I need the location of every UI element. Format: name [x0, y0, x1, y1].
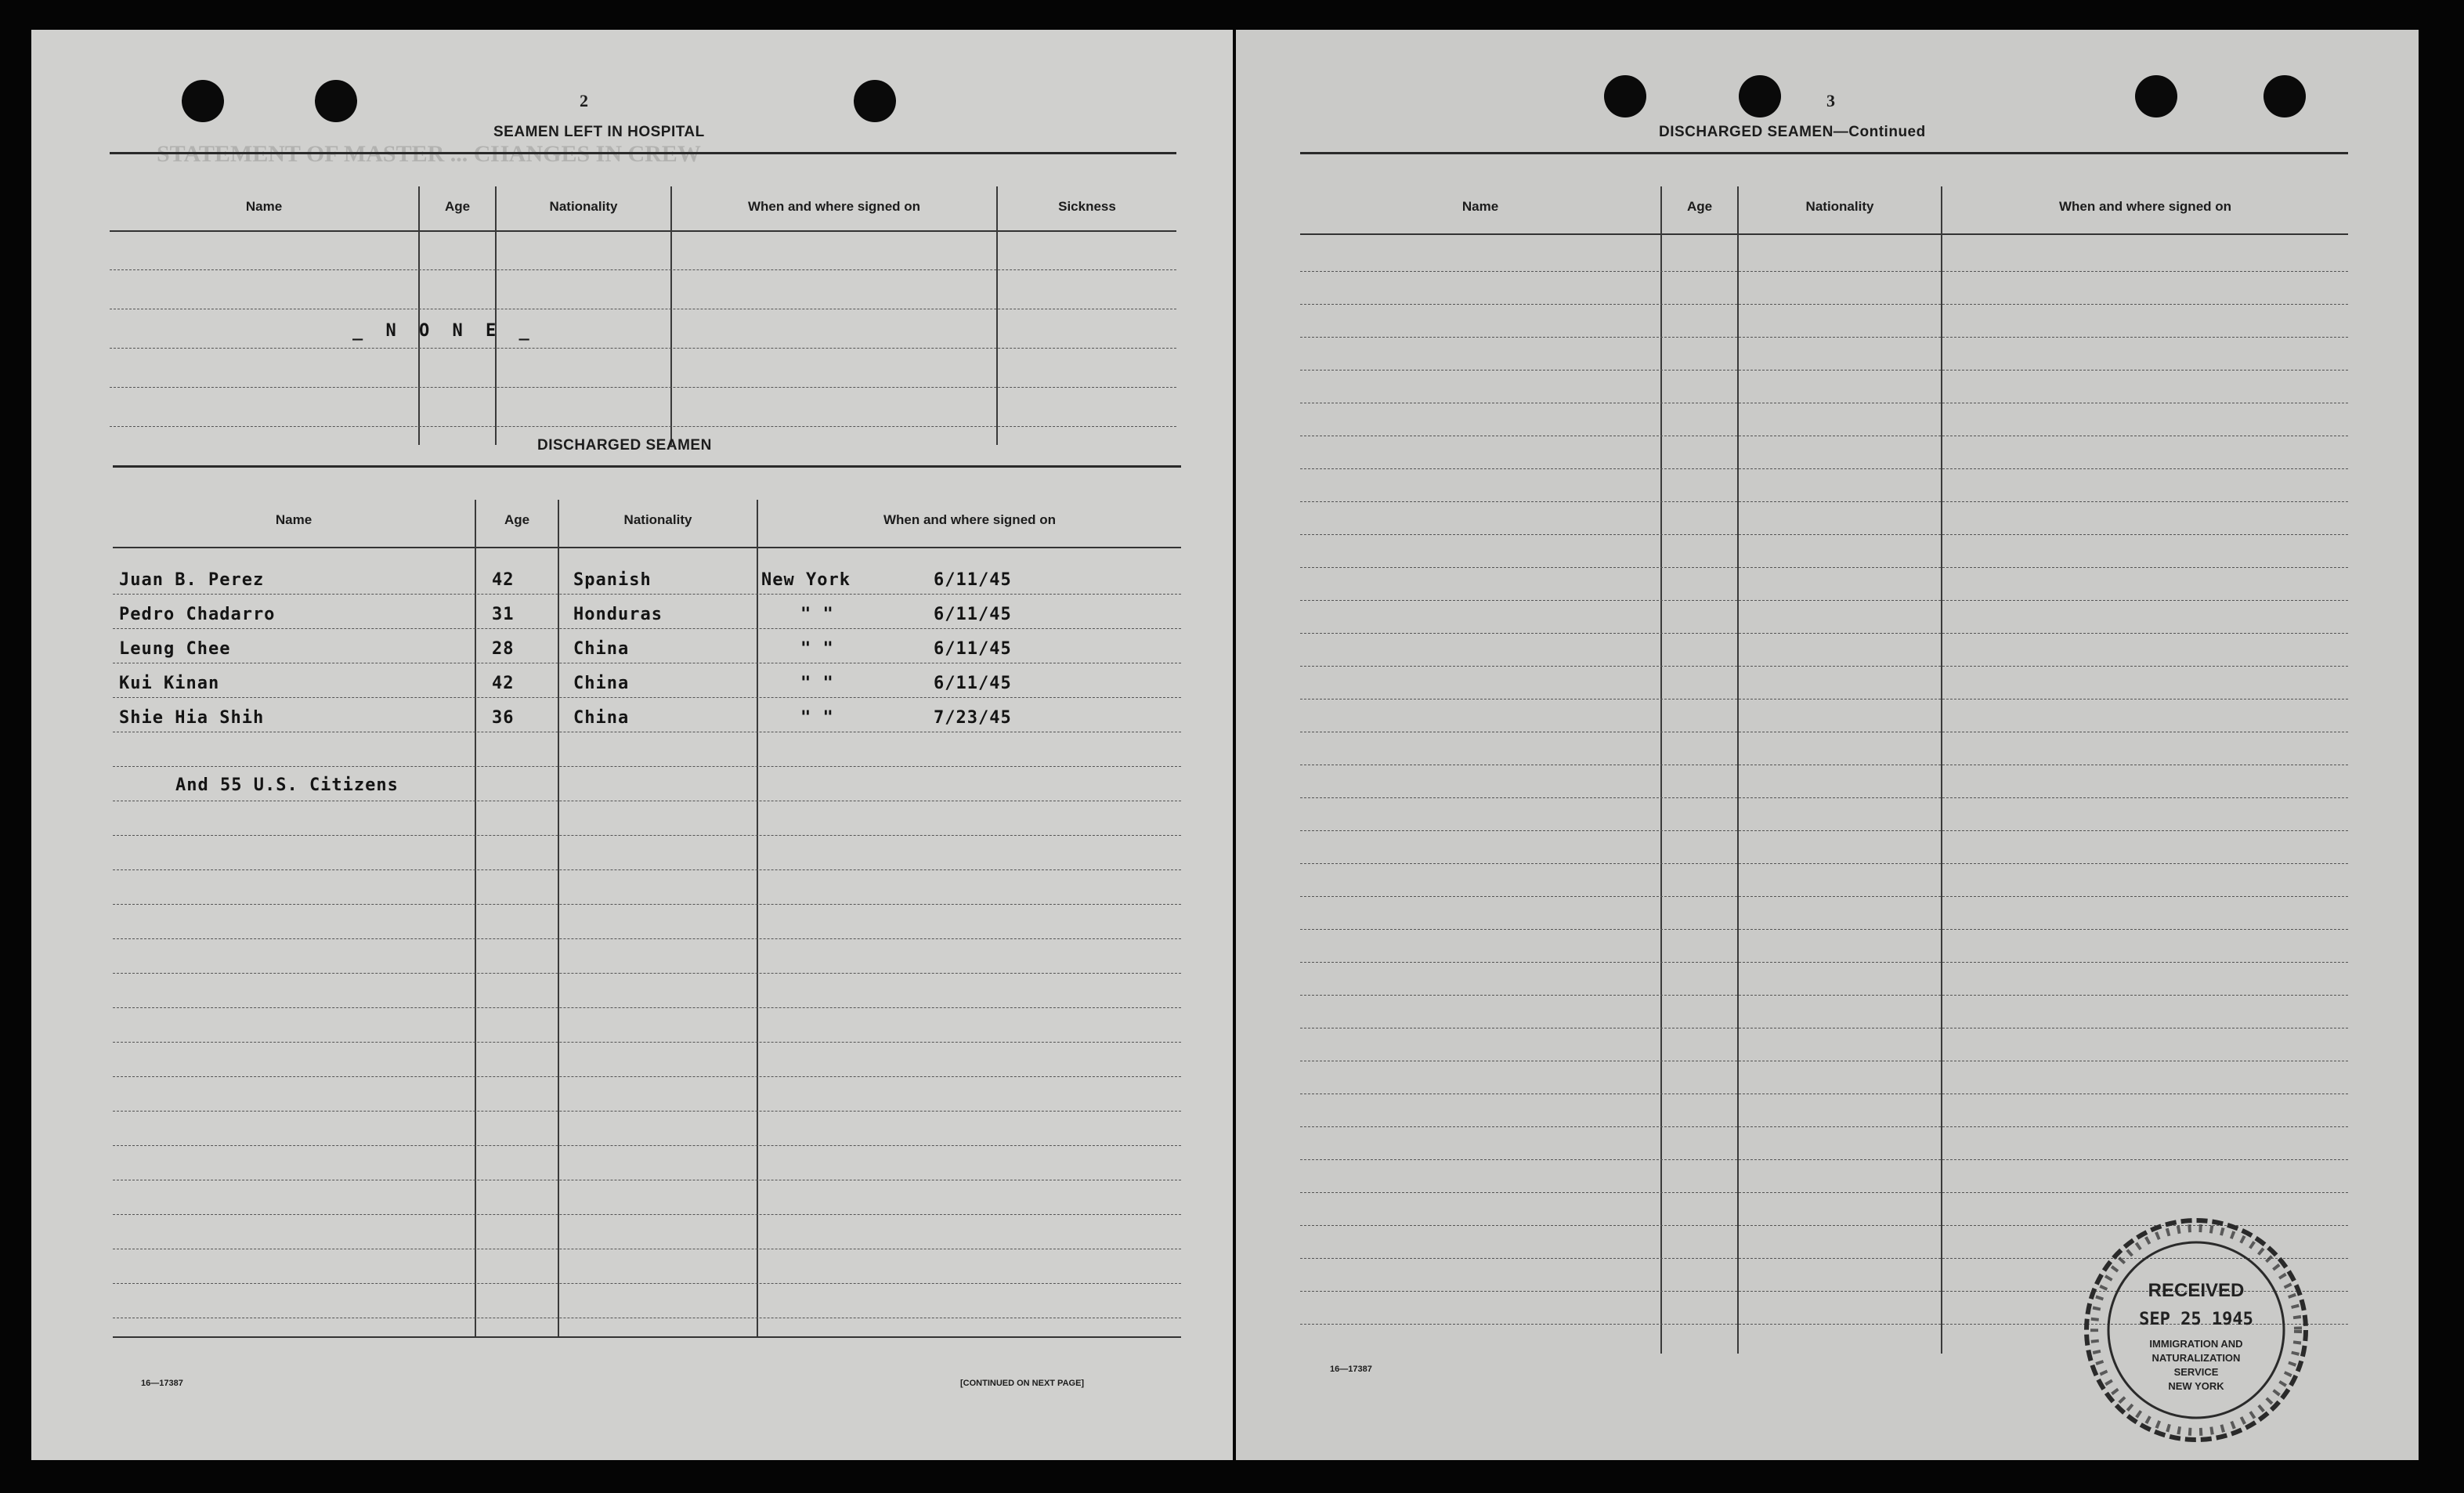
- seaman-signed-place: " ": [800, 639, 834, 659]
- row-rule: [1300, 666, 2348, 667]
- row-rule: [1300, 633, 2348, 634]
- seaman-signed-date: 6/11/45: [934, 605, 1012, 624]
- row-rule: [1300, 304, 2348, 305]
- stamp-line: NEW YORK: [2168, 1380, 2224, 1392]
- stamp-date: SEP 25 1945: [2139, 1310, 2253, 1329]
- row-rule: [1300, 896, 2348, 897]
- row-rule: [110, 426, 1176, 427]
- seaman-age: 42: [492, 570, 515, 590]
- col-header-signed-on: When and where signed on: [2058, 199, 2232, 214]
- seaman-name: Juan B. Perez: [119, 570, 265, 590]
- punch-hole: [1604, 75, 1646, 117]
- column-divider: [475, 500, 476, 1338]
- col-header-name: Name: [275, 512, 313, 527]
- seaman-name: Leung Chee: [119, 639, 231, 659]
- seaman-name: Shie Hia Shih: [119, 708, 265, 728]
- column-divider: [1941, 186, 1942, 1354]
- row-rule: [113, 1214, 1181, 1215]
- received-stamp: [2079, 1213, 2314, 1448]
- bleed-through-text: STATEMENT OF MASTER ... CHANGES IN CREW: [157, 141, 701, 167]
- column-divider: [996, 186, 998, 445]
- col-header-name: Name: [245, 199, 283, 214]
- punch-hole: [182, 80, 224, 122]
- left-page: [31, 30, 1233, 1460]
- seaman-signed-date: 6/11/45: [934, 570, 1012, 590]
- row-rule: [1300, 468, 2348, 469]
- row-rule: [1300, 501, 2348, 502]
- seaman-signed-date: 7/23/45: [934, 708, 1012, 728]
- row-rule: [1300, 929, 2348, 930]
- seaman-signed-place: " ": [800, 708, 834, 728]
- column-divider: [418, 186, 420, 445]
- seaman-signed-place: New York: [761, 570, 851, 590]
- row-rule: [1300, 337, 2348, 338]
- seaman-nationality: Spanish: [573, 570, 652, 590]
- discharged-continued-table: [1300, 155, 2348, 1354]
- row-rule: [1300, 370, 2348, 371]
- col-header-age: Age: [444, 199, 471, 214]
- seaman-signed-date: 6/11/45: [934, 639, 1012, 659]
- row-rule: [1300, 863, 2348, 864]
- stamp-line: NATURALIZATION: [2151, 1352, 2241, 1364]
- stamp-received: RECEIVED: [2148, 1280, 2245, 1301]
- column-divider: [495, 186, 497, 445]
- row-rule: [113, 973, 1181, 974]
- row-rule: [1300, 534, 2348, 535]
- hospital-table: [110, 155, 1176, 445]
- seaman-name: Kui Kinan: [119, 674, 220, 693]
- discharged-section-title: DISCHARGED SEAMEN: [537, 437, 712, 454]
- seaman-nationality: China: [573, 639, 630, 659]
- col-header-signed-on: When and where signed on: [883, 512, 1057, 527]
- row-rule: [110, 269, 1176, 270]
- punch-hole: [315, 80, 357, 122]
- row-rule: [113, 697, 1181, 698]
- header-rule: [110, 230, 1176, 232]
- row-rule: [113, 1007, 1181, 1008]
- discharged-continued-title: DISCHARGED SEAMEN—Continued: [1659, 124, 1926, 140]
- column-divider: [1660, 186, 1662, 1354]
- seaman-signed-place: " ": [800, 674, 834, 693]
- form-number: 16—17387: [141, 1379, 183, 1388]
- row-rule: [113, 1042, 1181, 1043]
- section-rule: [113, 465, 1181, 468]
- top-rule: [1300, 152, 2348, 154]
- row-rule: [1300, 271, 2348, 272]
- hospital-section-title: SEAMEN LEFT IN HOSPITAL: [493, 124, 705, 140]
- punch-hole: [2263, 75, 2306, 117]
- header-rule: [1300, 233, 2348, 235]
- row-rule: [1300, 699, 2348, 700]
- col-header-nationality: Nationality: [623, 512, 692, 527]
- discharged-table: [113, 468, 1181, 1338]
- stamp-line: IMMIGRATION AND: [2149, 1338, 2243, 1350]
- col-header-sickness: Sickness: [1058, 199, 1116, 214]
- col-header-nationality: Nationality: [549, 199, 618, 214]
- row-rule: [110, 387, 1176, 388]
- row-rule: [1300, 830, 2348, 831]
- row-rule: [113, 938, 1181, 939]
- seaman-age: 28: [492, 639, 515, 659]
- row-rule: [113, 1076, 1181, 1077]
- seaman-signed-date: 6/11/45: [934, 674, 1012, 693]
- page-number: 2: [580, 91, 588, 110]
- row-rule: [1300, 1159, 2348, 1160]
- row-rule: [1300, 1192, 2348, 1193]
- col-header-nationality: Nationality: [1805, 199, 1874, 214]
- col-header-name: Name: [1461, 199, 1499, 214]
- seaman-age: 31: [492, 605, 515, 624]
- col-header-age: Age: [504, 512, 530, 527]
- col-header-age: Age: [1686, 199, 1713, 214]
- none-entry: _ N O N E _: [352, 321, 536, 341]
- page-number: 3: [1826, 91, 1835, 110]
- row-rule: [113, 904, 1181, 905]
- row-rule: [1300, 1126, 2348, 1127]
- bottom-rule: [113, 1336, 1181, 1338]
- top-rule: [110, 152, 1176, 154]
- punch-hole: [2135, 75, 2177, 117]
- seaman-signed-place: " ": [800, 605, 834, 624]
- row-rule: [1300, 995, 2348, 996]
- row-rule: [1300, 962, 2348, 963]
- row-rule: [1300, 567, 2348, 568]
- col-header-signed-on: When and where signed on: [747, 199, 921, 214]
- punch-hole: [854, 80, 896, 122]
- column-divider: [558, 500, 559, 1338]
- seaman-name: Pedro Chadarro: [119, 605, 276, 624]
- seaman-nationality: China: [573, 674, 630, 693]
- seaman-nationality: China: [573, 708, 630, 728]
- continued-note: [CONTINUED ON NEXT PAGE]: [960, 1379, 1085, 1388]
- right-page: [1236, 30, 2419, 1460]
- row-rule: [1300, 797, 2348, 798]
- row-rule: [113, 835, 1181, 836]
- seaman-nationality: Honduras: [573, 605, 663, 624]
- header-rule: [113, 547, 1181, 548]
- stamp-line: SERVICE: [2173, 1366, 2219, 1378]
- punch-hole: [1739, 75, 1781, 117]
- seaman-age: 36: [492, 708, 515, 728]
- row-rule: [1300, 600, 2348, 601]
- row-rule: [113, 869, 1181, 870]
- row-rule: [113, 766, 1181, 767]
- form-number: 16—17387: [1330, 1365, 1372, 1374]
- row-rule: [113, 1283, 1181, 1284]
- stamp-ring-icon: [2079, 1213, 2314, 1448]
- column-divider: [757, 500, 758, 1338]
- row-rule: [113, 628, 1181, 629]
- seaman-age: 42: [492, 674, 515, 693]
- row-rule: [110, 348, 1176, 349]
- column-divider: [670, 186, 672, 445]
- citizens-note: And 55 U.S. Citizens: [175, 775, 399, 795]
- row-rule: [113, 594, 1181, 595]
- column-divider: [1737, 186, 1739, 1354]
- row-rule: [113, 1145, 1181, 1146]
- row-rule: [113, 1111, 1181, 1112]
